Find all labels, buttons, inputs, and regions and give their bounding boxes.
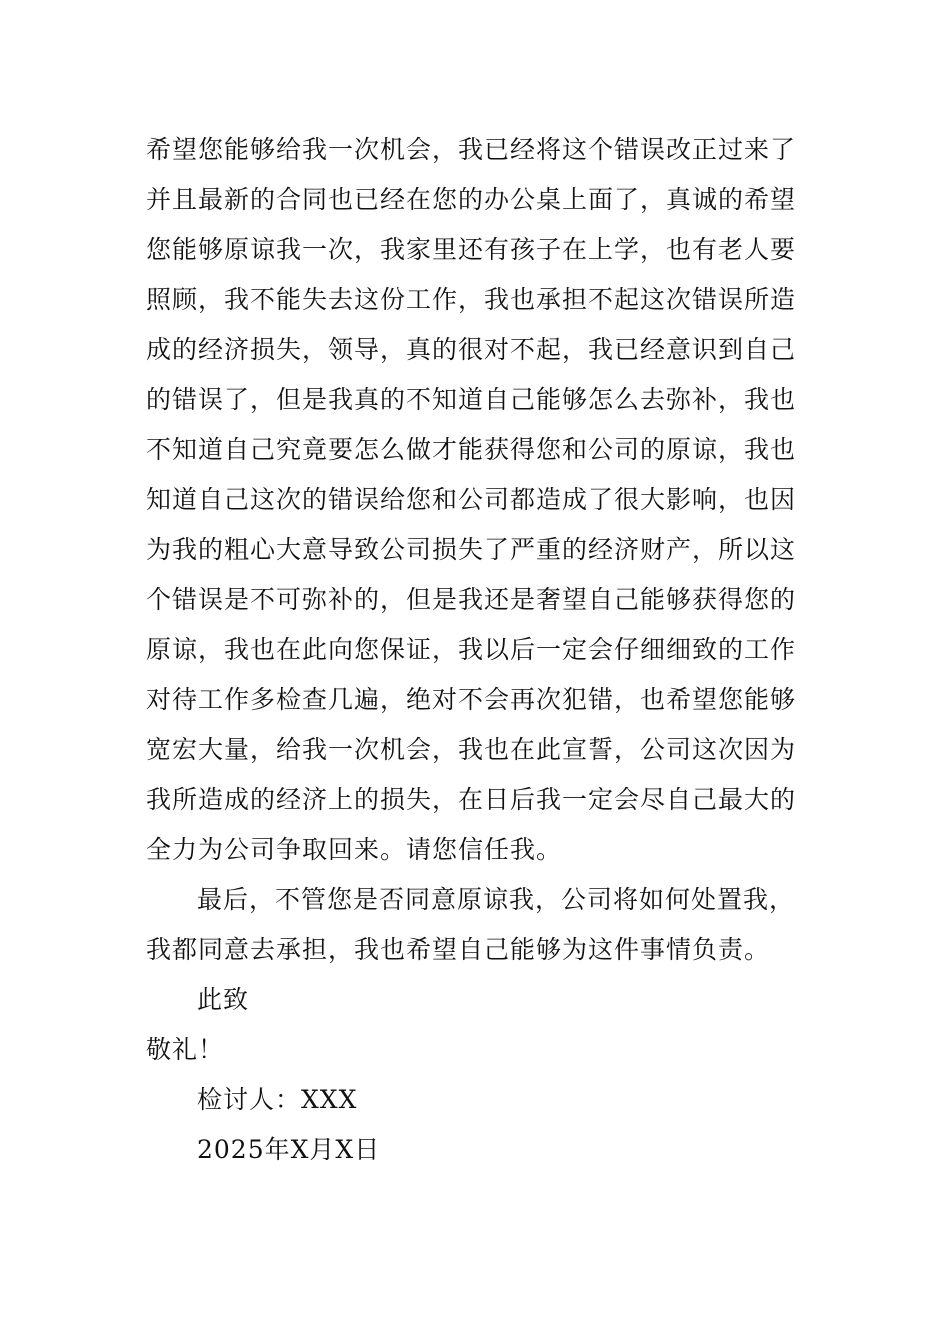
body-line: 不知道自己究竟要怎么做才能获得您和公司的原谅，我也 (146, 435, 797, 464)
salutation-cizhi: 此致 (197, 985, 250, 1014)
body-line: 对待工作多检查几遍，绝对不会再次犯错，也希望您能够 (146, 685, 797, 714)
body-line: 成的经济损失，领导，真的很对不起，我已经意识到自己 (146, 335, 797, 364)
body-line: 全力为公司争取回来。请您信任我。 (146, 835, 563, 864)
salutation-jingli: 敬礼！ (146, 1035, 225, 1064)
body-line: 照顾，我不能失去这份工作，我也承担不起这次错误所造 (146, 285, 797, 314)
body-line: 为我的粗心大意导致公司损失了严重的经济财产，所以这 (146, 535, 797, 564)
body-line: 我所造成的经济上的损失，在日后我一定会尽自己最大的 (146, 785, 797, 814)
body-line: 希望您能够给我一次机会，我已经将这个错误改正过来了 (146, 135, 797, 164)
closing-paragraph-line: 我都同意去承担，我也希望自己能够为这件事情负责。 (146, 935, 771, 964)
body-line: 的错误了，但是我真的不知道自己能够怎么去弥补，我也 (146, 385, 797, 414)
signer: 检讨人：XXX (197, 1085, 358, 1114)
body-line: 知道自己这次的错误给您和公司都造成了很大影响，也因 (146, 485, 797, 514)
closing-paragraph-line: 最后，不管您是否同意原谅我，公司将如何处置我， (197, 885, 796, 914)
date: 2025年X月X日 (197, 1135, 381, 1164)
body-line: 原谅，我也在此向您保证，我以后一定会仔细细致的工作 (146, 635, 797, 664)
body-line: 个错误是不可弥补的，但是我还是奢望自己能够获得您的 (146, 585, 797, 614)
body-line: 您能够原谅我一次，我家里还有孩子在上学，也有老人要 (146, 235, 797, 264)
body-line: 宽宏大量，给我一次机会，我也在此宣誓，公司这次因为 (146, 735, 797, 764)
body-line: 并且最新的合同也已经在您的办公桌上面了，真诚的希望 (146, 185, 797, 214)
